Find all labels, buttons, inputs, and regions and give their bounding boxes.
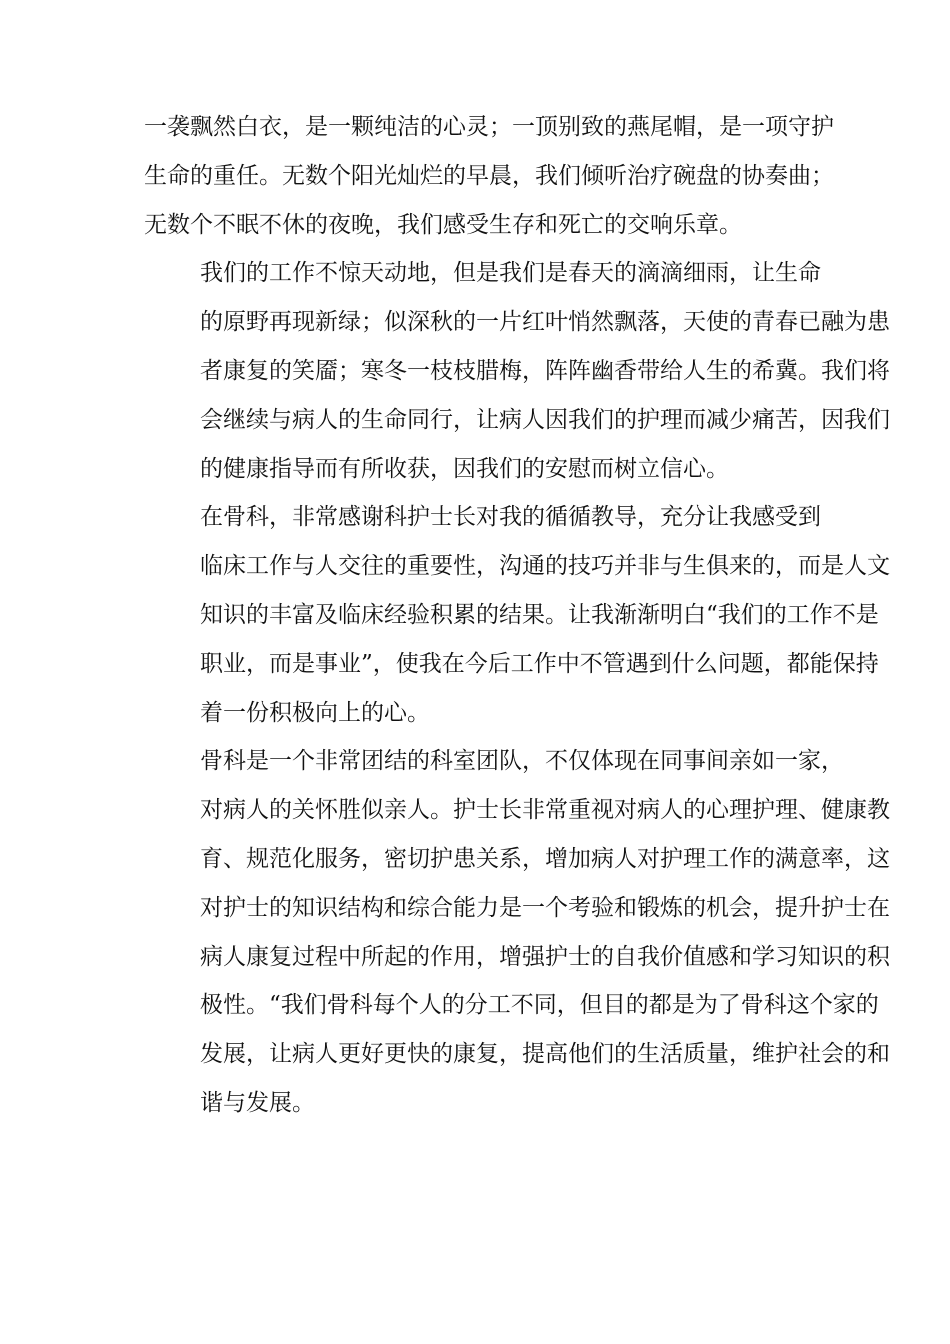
text-line: 育、规范化服务，密切护患关系，增加病人对护理工作的满意率，这 [200,845,890,872]
text-line: 骨科是一个非常团结的科室团队，不仅体现在同事间亲如一家， [200,748,844,775]
text-line: 的健康指导而有所收获，因我们的安慰而树立信心。 [200,455,729,482]
text-line: 的原野再现新绿；似深秋的一片红叶悄然飘落，天使的青春已融为患 [200,309,890,336]
paragraph-4 [144,737,890,1127]
paragraph-1 [144,103,834,249]
text-line: 病人康复过程中所起的作用，增强护士的自我价值感和学习知识的积 [200,943,890,970]
text-line: 临床工作与人交往的重要性，沟通的技巧并非与生俱来的，而是人文 [200,553,890,580]
paragraph-2 [144,249,890,493]
paragraph-3 [144,493,890,737]
text-line: 对病人的关怀胜似亲人。护士长非常重视对病人的心理护理、健康教 [200,797,890,824]
text-line: 会继续与病人的生命同行，让病人因我们的护理而减少痛苦，因我们 [200,406,890,433]
text-line: 对护士的知识结构和综合能力是一个考验和锻炼的机会，提升护士在 [200,894,890,921]
text-line: 在骨科，非常感谢科护士长对我的循循教导，充分让我感受到 [200,504,821,531]
text-line: 生命的重任。无数个阳光灿烂的早晨，我们倾听治疗碗盘的协奏曲； [144,162,834,189]
text-line: 职业，而是事业”，使我在今后工作中不管遇到什么问题，都能保持 [200,650,879,677]
text-line: 无数个不眠不休的夜晚，我们感受生存和死亡的交响乐章。 [144,211,742,238]
text-line: 我们的工作不惊天动地，但是我们是春天的滴滴细雨，让生命 [200,260,821,287]
text-line: 谐与发展。 [200,1089,315,1116]
text-line: 知识的丰富及临床经验积累的结果。让我渐渐明白“我们的工作不是 [200,601,879,628]
text-line: 发展，让病人更好更快的康复，提高他们的生活质量，维护社会的和 [200,1041,890,1068]
text-line: 者康复的笑靥；寒冬一枝枝腊梅，阵阵幽香带给人生的希冀。我们将 [200,357,890,384]
text-line: 一袭飘然白衣，是一颗纯洁的心灵；一顶别致的燕尾帽，是一项守护 [144,114,834,140]
text-line: 极性。“我们骨科每个人的分工不同，但目的都是为了骨科这个家的 [200,992,879,1019]
text-line: 着一份积极向上的心。 [200,699,430,726]
